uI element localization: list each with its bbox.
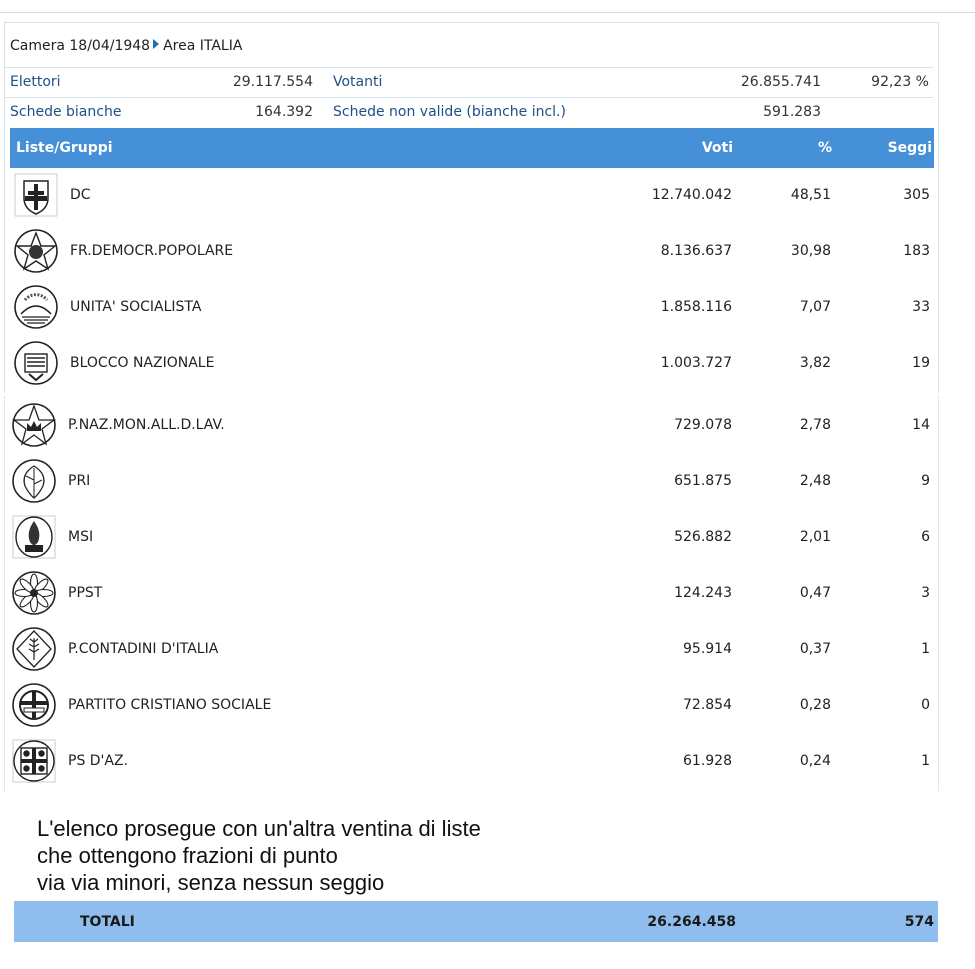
crown-star-icon [11,402,57,448]
totals-label: TOTALI [80,914,135,930]
party-percent: 7,07 [799,299,831,315]
breadcrumb [10,38,242,54]
party-name: PARTITO CRISTIANO SOCIALE [68,697,272,713]
ivy-leaf-icon [11,458,57,504]
cross-circle-icon [11,682,57,728]
elettori-value: 29.117.554 [232,74,313,90]
table-row[interactable] [10,280,934,336]
table-row[interactable] [8,454,934,510]
party-percent: 48,51 [790,187,831,203]
table-row[interactable] [10,224,934,280]
footnote-line: che ottengono frazioni di punto [37,843,338,868]
party-seggi: 0 [921,697,930,713]
party-name: MSI [68,529,94,545]
table-row[interactable] [8,734,934,790]
schede-row [4,97,933,127]
party-percent: 0,47 [799,585,831,601]
totals-seggi: 574 [904,914,934,930]
party-percent: 3,82 [799,355,831,371]
elettori-label: Elettori [10,74,61,90]
party-name: DC [70,187,91,203]
party-percent: 0,37 [799,641,831,657]
footnote-line: L'elenco prosegue con un'altra ventina di liste [37,816,481,841]
header-seggi[interactable]: Seggi [887,140,932,156]
blocco-nazionale-icon [13,340,59,386]
garibaldi-star-icon [13,228,59,274]
party-seggi: 6 [921,529,930,545]
party-voti: 61.928 [683,753,732,769]
totals-voti: 26.264.458 [647,914,736,930]
schede-non-valide-value: 591.283 [763,104,821,120]
party-percent: 2,01 [799,529,831,545]
party-name: BLOCCO NAZIONALE [70,355,215,371]
table-row[interactable] [10,336,934,392]
header-liste-gruppi[interactable]: Liste/Gruppi [16,140,113,156]
totals-row [14,901,938,942]
table-row[interactable] [8,678,934,734]
breadcrumb-area[interactable]: Area ITALIA [163,38,243,54]
top-divider [0,12,975,13]
four-moors-icon [11,738,57,784]
footnote [37,815,481,896]
schede-bianche-value: 164.392 [255,104,313,120]
party-seggi: 9 [921,473,930,489]
party-voti: 72.854 [683,697,732,713]
party-seggi: 183 [903,243,930,259]
party-percent: 2,48 [799,473,831,489]
votanti-label: Votanti [333,74,383,90]
table-row[interactable] [8,566,934,622]
party-seggi: 3 [921,585,930,601]
socialismo-sun-icon [13,284,59,330]
party-percent: 0,24 [799,753,831,769]
header-percent[interactable]: % [817,140,832,156]
party-seggi: 305 [903,187,930,203]
libertas-shield-icon [13,172,59,218]
flame-icon [11,514,57,560]
party-voti: 1.003.727 [660,355,732,371]
party-name: UNITA' SOCIALISTA [70,299,202,315]
party-name: PS D'AZ. [68,753,129,769]
breadcrumb-election[interactable]: Camera 18/04/1948 [10,38,151,54]
party-percent: 2,78 [799,417,831,433]
caret-right-icon [153,39,159,49]
party-voti: 729.078 [674,417,732,433]
votanti-percent: 92,23 % [871,74,929,90]
party-name: P.NAZ.MON.ALL.D.LAV. [68,417,225,433]
party-name: FR.DEMOCR.POPOLARE [70,243,234,259]
party-voti: 526.882 [674,529,732,545]
elettori-votanti-row [4,67,933,97]
footnote-line: via via minori, senza nessun seggio [37,870,385,895]
edelweiss-icon [11,570,57,616]
party-percent: 30,98 [790,243,831,259]
table-row[interactable] [10,168,934,224]
party-name: PPST [68,585,103,601]
table-row[interactable] [8,622,934,678]
votanti-value: 26.855.741 [740,74,821,90]
header-voti[interactable]: Voti [701,140,733,156]
party-name: P.CONTADINI D'ITALIA [68,641,219,657]
party-voti: 8.136.637 [660,243,732,259]
party-voti: 95.914 [683,641,732,657]
table-row[interactable] [8,398,934,454]
party-seggi: 14 [912,417,930,433]
party-voti: 1.858.116 [660,299,732,315]
party-voti: 12.740.042 [651,187,732,203]
party-seggi: 33 [912,299,930,315]
table-row[interactable] [8,510,934,566]
party-seggi: 1 [921,753,930,769]
wheat-diamond-icon [11,626,57,672]
party-seggi: 1 [921,641,930,657]
party-voti: 124.243 [674,585,732,601]
table-header [10,128,934,168]
schede-non-valide-label: Schede non valide (bianche incl.) [333,104,566,120]
party-percent: 0,28 [799,697,831,713]
party-seggi: 19 [912,355,930,371]
party-name: PRI [68,473,91,489]
party-voti: 651.875 [674,473,732,489]
schede-bianche-label: Schede bianche [10,104,122,120]
